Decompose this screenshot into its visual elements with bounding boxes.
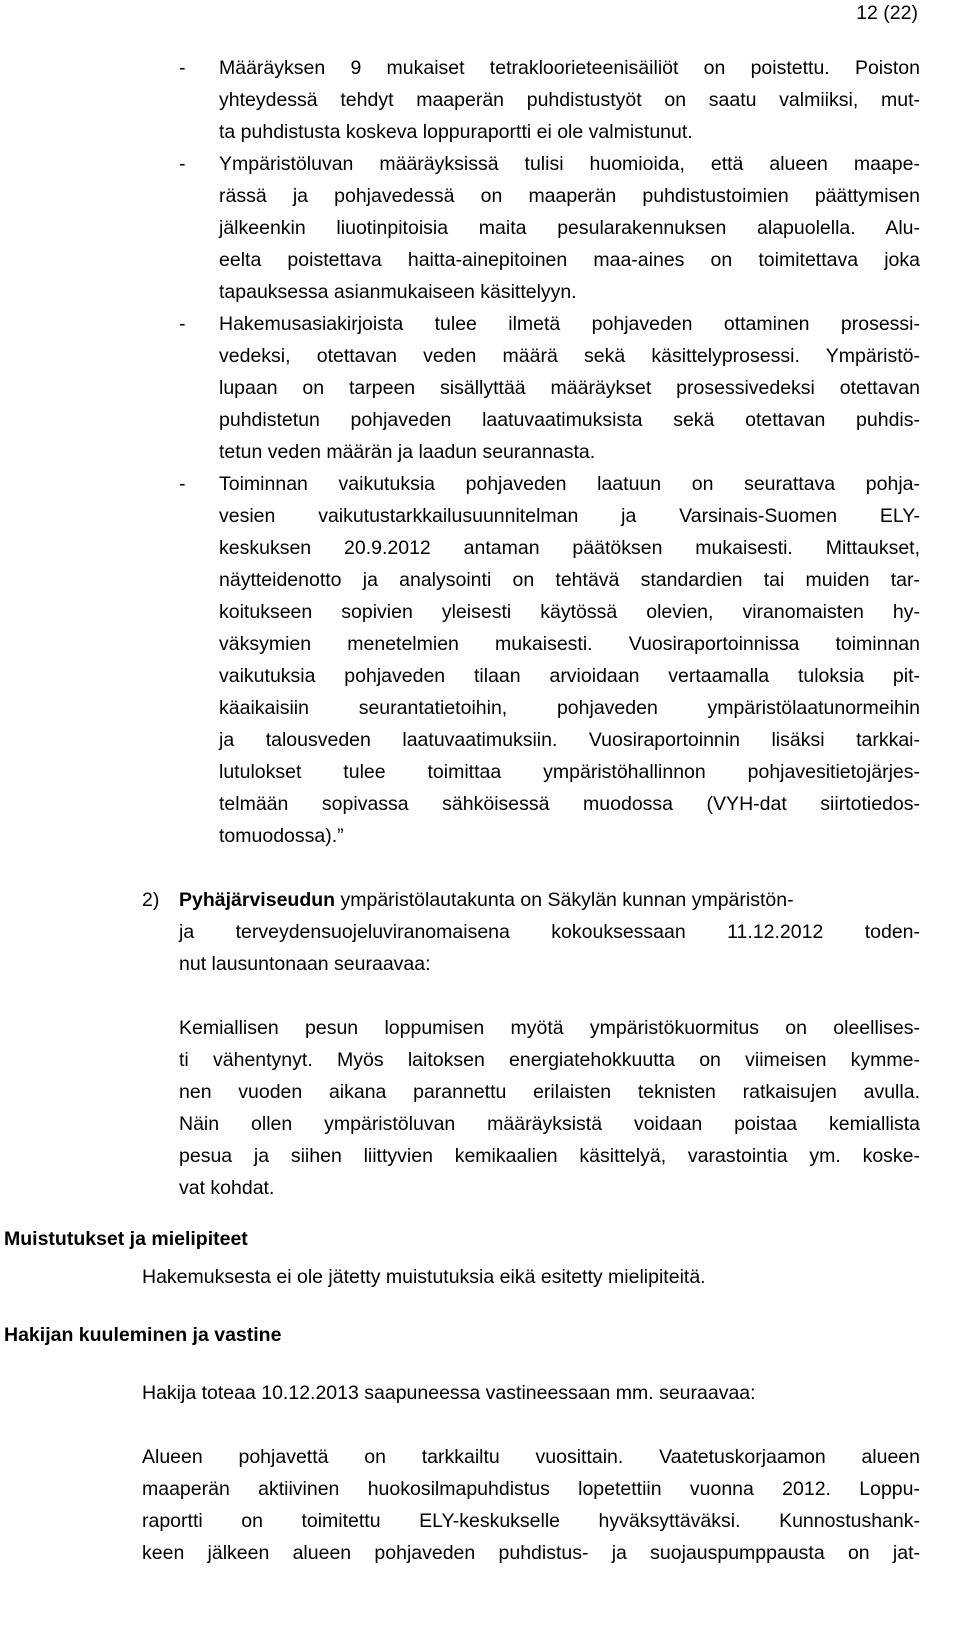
list-line: puhdistetun pohjaveden laatuvaatimuksista sekä otettavan puhdis-	[219, 409, 920, 431]
list-line: telmään sopivassa sähköisessä muodossa (VYH-dat siirtotiedos-	[219, 793, 920, 815]
quote-line: Kemiallisen pesun loppumisen myötä ympäristökuormitus on oleellises-	[179, 1017, 920, 1039]
response-line: Alueen pohjavettä on tarkkailtu vuosittain. Vaatetuskorjaamon alueen	[142, 1446, 920, 1468]
list-line: vedeksi, otettavan veden määrä sekä käsittelyprosessi. Ympäristö-	[219, 345, 920, 367]
statement-authority: Pyhäjärviseudun	[179, 889, 336, 911]
list-line: rässä ja pohjavedessä on maaperän puhdistustoimien päättymisen	[219, 185, 920, 207]
list-dash: -	[179, 313, 186, 335]
response-line: maaperän aktiivinen huokosilmapuhdistus lopetettiin vuonna 2012. Loppu-	[142, 1478, 920, 1500]
list-line: eelta poistettava haitta-ainepitoinen maa-aines on toimitettava joka	[219, 249, 920, 271]
section-heading: Muistutukset ja mielipiteet	[4, 1228, 248, 1250]
list-dash: -	[179, 153, 186, 175]
list-line: jälkeenkin liuotinpitoisia maita pesularakennuksen alapuolella. Alu-	[219, 217, 920, 239]
list-line: ja talousveden laatuvaatimuksiin. Vuosiraportoinnin lisäksi tarkkai-	[219, 729, 920, 751]
list-line: lupaan on tarpeen sisällyttää määräykset prosessivedeksi otettavan	[219, 377, 920, 399]
section-intro: Hakija toteaa 10.12.2013 saapuneessa vastineessaan mm. seuraavaa:	[142, 1382, 756, 1404]
quote-line: Näin ollen ympäristöluvan määräyksistä voidaan poistaa kemiallista	[179, 1113, 920, 1135]
quote-line: pesua ja siihen liittyvien kemikaalien käsittelyä, varastointia ym. koske-	[179, 1145, 920, 1167]
section-heading: Hakijan kuuleminen ja vastine	[4, 1324, 282, 1346]
list-line: näytteidenotto ja analysointi on tehtävä standardien tai muiden tar-	[219, 569, 920, 591]
page-number: 12 (22)	[856, 2, 918, 24]
list-line: Ympäristöluvan määräyksissä tulisi huomioida, että alueen maape-	[219, 153, 920, 175]
statement-number: 2)	[142, 889, 160, 911]
statement-line: ja terveydensuojeluviranomaisena kokouksessaan 11.12.2012 toden-	[179, 921, 920, 943]
list-line: tapauksessa asianmukaiseen käsittelyyn.	[219, 281, 577, 303]
list-line: vaikutuksia pohjaveden tilaan arvioidaan vertaamalla tuloksia pit-	[219, 665, 920, 687]
list-line: lutulokset tulee toimittaa ympäristöhallinnon pohjavesitietojärjes-	[219, 761, 920, 783]
list-dash: -	[179, 473, 186, 495]
list-line: Määräyksen 9 mukaiset tetrakloorieteenisäiliöt on poistettu. Poiston	[219, 57, 920, 79]
list-line: ta puhdistusta koskeva loppuraportti ei ole valmistunut.	[219, 121, 693, 143]
list-line: tetun veden määrän ja laadun seurannasta.	[219, 441, 596, 463]
statement-first-line-rest: ympäristölautakunta on Säkylän kunnan ympäristön-	[335, 889, 794, 911]
list-line: tomuodossa).”	[219, 825, 344, 847]
list-line: käaikaisiin seurantatietoihin, pohjaveden ympäristölaatunormeihin	[219, 697, 920, 719]
list-line: koitukseen sopivien yleisesti käytössä olevien, viranomaisten hy-	[219, 601, 920, 623]
section-text: Hakemuksesta ei ole jätetty muistutuksia eikä esitetty mielipiteitä.	[142, 1266, 706, 1288]
statement-line: nut lausuntonaan seuraavaa:	[179, 953, 431, 975]
list-line: Hakemusasiakirjoista tulee ilmetä pohjaveden ottaminen prosessi-	[219, 313, 920, 335]
statement-first-line	[179, 889, 794, 912]
list-dash: -	[179, 57, 186, 79]
quote-line: ti vähentynyt. Myös laitoksen energiatehokkuutta on viimeisen kymme-	[179, 1049, 920, 1071]
list-line: väksymien menetelmien mukaisesti. Vuosiraportoinnissa toiminnan	[219, 633, 920, 655]
quote-line: nen vuoden aikana parannettu erilaisten teknisten ratkaisujen avulla.	[179, 1081, 920, 1103]
list-line: yhteydessä tehdyt maaperän puhdistustyöt on saatu valmiiksi, mut-	[219, 89, 920, 111]
list-line: vesien vaikutustarkkailusuunnitelman ja Varsinais-Suomen ELY-	[219, 505, 920, 527]
response-line: keen jälkeen alueen pohjaveden puhdistus- ja suojauspumppausta on jat-	[142, 1542, 920, 1564]
quote-line: vat kohdat.	[179, 1177, 275, 1199]
list-line: Toiminnan vaikutuksia pohjaveden laatuun on seurattava pohja-	[219, 473, 920, 495]
response-line: raportti on toimitettu ELY-keskukselle hyväksyttäväksi. Kunnostushank-	[142, 1510, 920, 1532]
list-line: keskuksen 20.9.2012 antaman päätöksen mukaisesti. Mittaukset,	[219, 537, 920, 559]
